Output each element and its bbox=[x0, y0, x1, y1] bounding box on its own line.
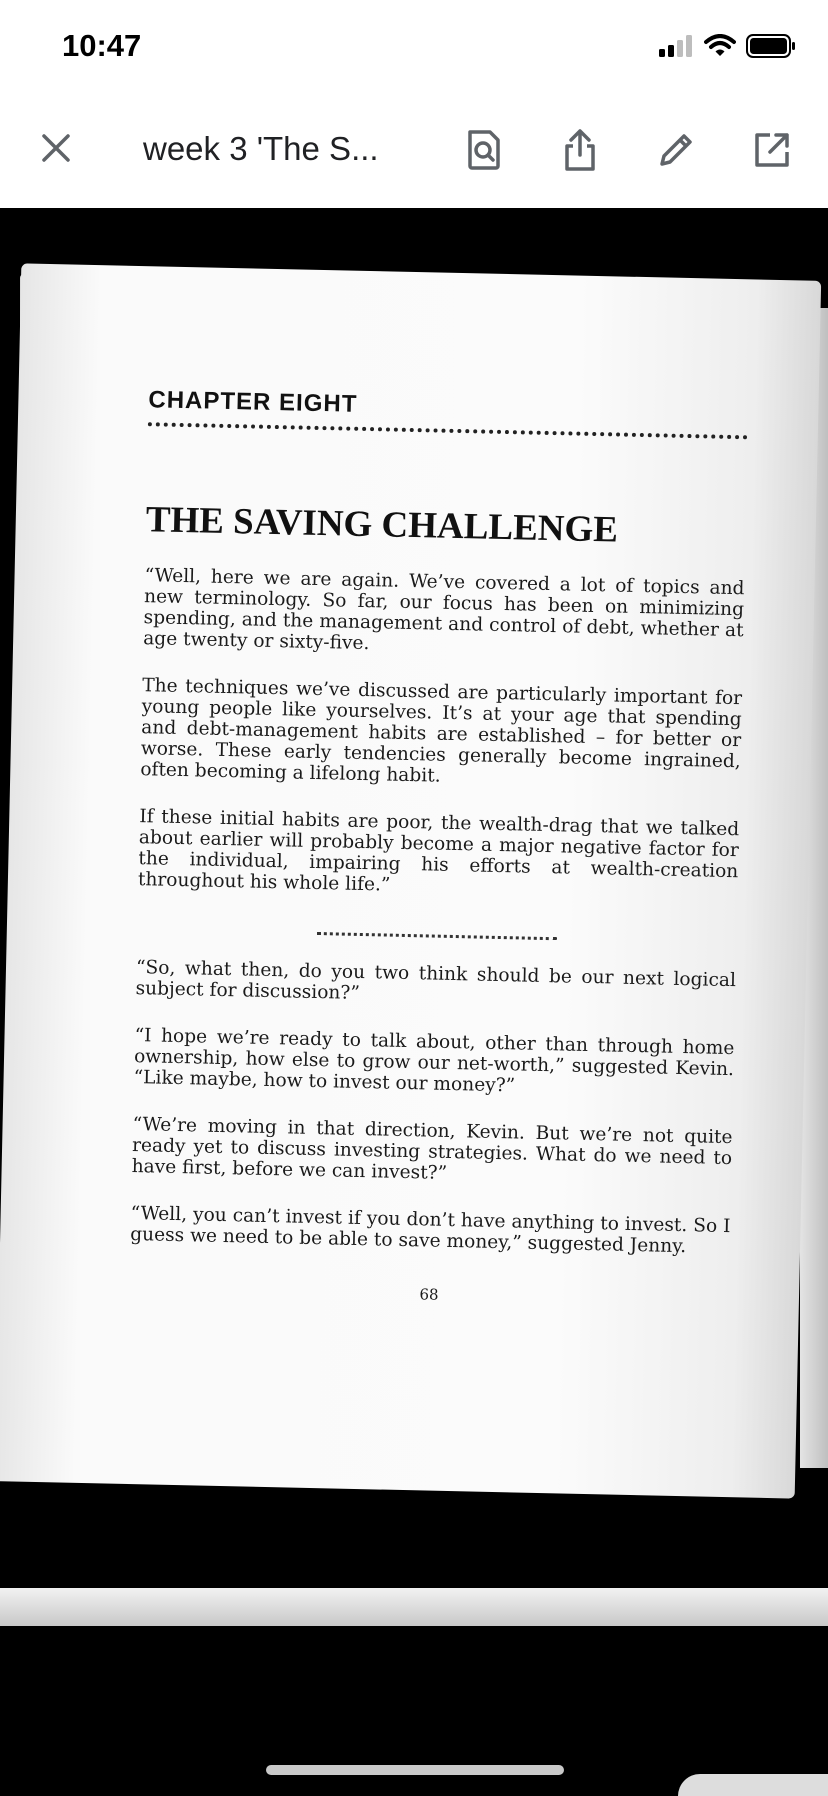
edit-button[interactable] bbox=[652, 126, 700, 174]
paragraph: If these initial habits are poor, the wealth-drag that we talked about earlier will probably become a major negative factor for the individual, impairing his efforts at wealth-creation throughout his whole life.” bbox=[137, 806, 740, 896]
share-button[interactable] bbox=[556, 126, 604, 174]
wifi-icon bbox=[704, 34, 736, 58]
chapter-title: THE SAVING CHALLENGE bbox=[145, 499, 619, 551]
viewer-toolbar bbox=[0, 96, 828, 208]
paragraph: “Well, you can’t invest if you don’t have anything to invest. So I guess we need to be able to save money,” suggested Jenny. bbox=[129, 1203, 731, 1258]
page-gap bbox=[0, 1588, 828, 1626]
document-viewer[interactable] bbox=[0, 208, 828, 1588]
home-indicator[interactable] bbox=[266, 1765, 564, 1775]
document-title: week 3 'The S... bbox=[143, 130, 379, 167]
status-icons bbox=[658, 34, 796, 58]
share-icon bbox=[561, 128, 599, 172]
close-icon bbox=[40, 132, 72, 164]
paragraph: “So, what then, do you two think should be our next logical subject for discussion?” bbox=[135, 957, 737, 1004]
paragraph: “I hope we’re ready to talk about, other than through home ownership, how else to grow our net-worth,” suggested Kevin. “Like maybe, how to invest our money?” bbox=[133, 1025, 735, 1097]
next-page-edge bbox=[678, 1774, 828, 1796]
open-external-icon bbox=[752, 130, 792, 170]
edit-icon bbox=[656, 130, 696, 170]
scanned-page bbox=[0, 263, 821, 1498]
cellular-signal-icon bbox=[658, 35, 694, 57]
paragraph: “Well, here we are again. We’ve covered a lot of topics and new terminology. So far, our focus has been on minimizing spending, and the management and control of debt, whether at age twenty or sixty-five. bbox=[142, 565, 745, 655]
section-separator bbox=[317, 932, 557, 940]
battery-icon bbox=[746, 34, 796, 58]
page-number: 68 bbox=[419, 1285, 439, 1304]
find-in-document-icon bbox=[465, 129, 503, 171]
chapter-label: CHAPTER EIGHT bbox=[148, 386, 358, 418]
find-in-document-button[interactable] bbox=[460, 126, 508, 174]
paragraph: The techniques we’ve discussed are particularly important for young people like yourselves. It’s at your age that spending and debt-management habits are established – for better or worse. These early tendencies generally become ingrained, often becoming a lifelong habit. bbox=[140, 675, 743, 787]
open-external-button[interactable] bbox=[748, 126, 796, 174]
status-bar bbox=[0, 0, 828, 96]
page-content bbox=[129, 386, 749, 1310]
close-button[interactable] bbox=[34, 126, 78, 170]
paragraph: “We’re moving in that direction, Kevin. But we’re not quite ready yet to discuss investing strategies. What do we need to have first, before we can invest?” bbox=[131, 1114, 733, 1184]
status-time: 10:47 bbox=[62, 28, 142, 63]
